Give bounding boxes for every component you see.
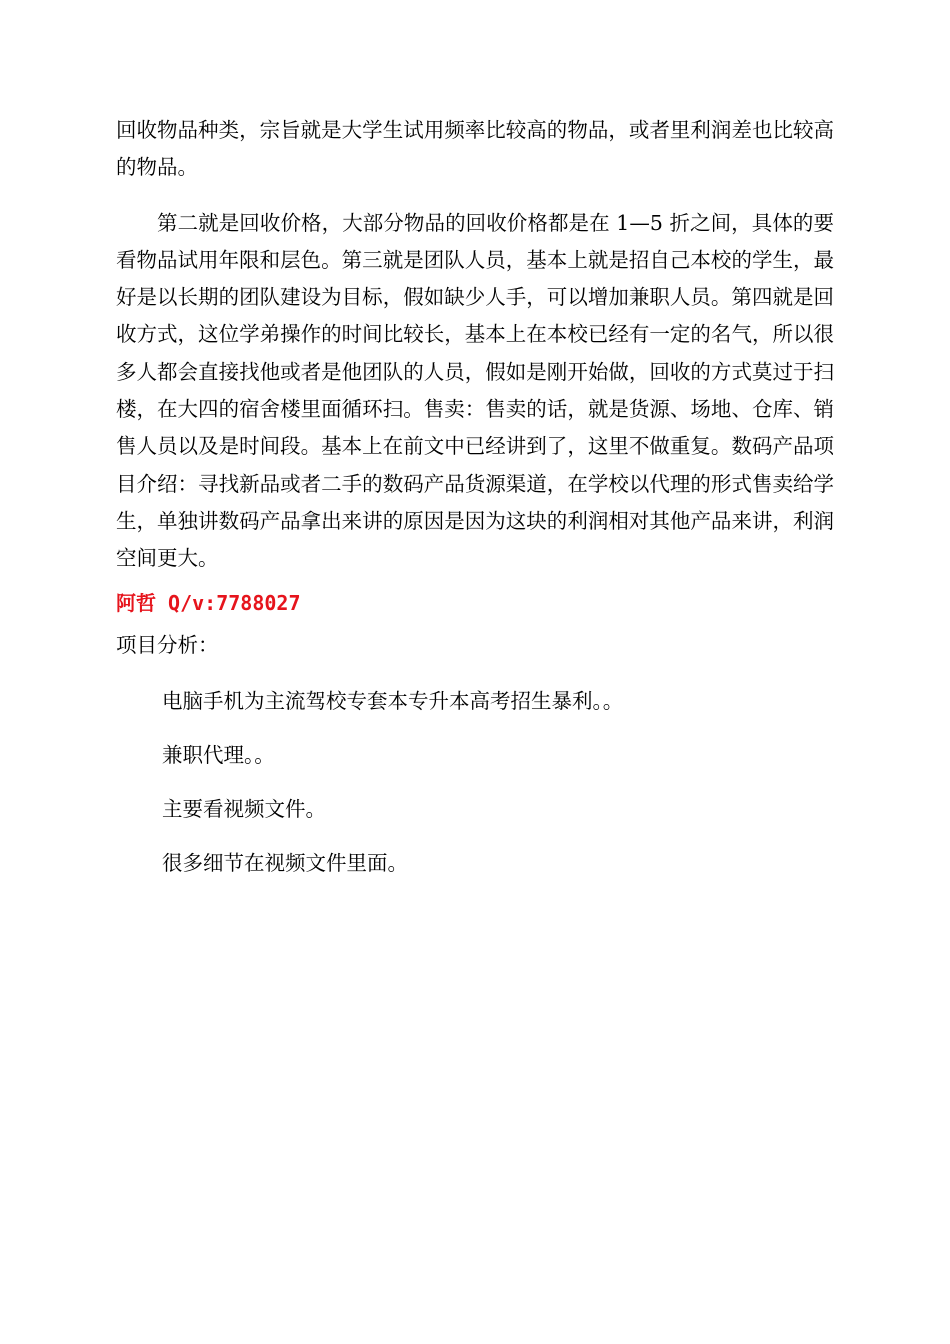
analysis-item: 电脑手机为主流驾校专套本专升本高考招生暴利。。 — [162, 688, 624, 713]
paragraph-recycle-categories: 回收物品种类，宗旨就是大学生试用频率比较高的物品，或者里利润差也比较高的物品。 — [116, 118, 834, 180]
contact-info: 阿哲 Q/v:7788027 — [116, 590, 301, 615]
section-title: 项目分析： — [116, 632, 219, 657]
document-page — [116, 112, 834, 878]
analysis-item: 兼职代理。。 — [162, 742, 275, 767]
analysis-item: 很多细节在视频文件里面。 — [162, 850, 408, 875]
paragraph-recycle-details: 第二就是回收价格，大部分物品的回收价格都是在 1—5 折之间，具体的要看物品试用年限和层色。第三就是团队人员，基本上就是招自己本校的学生，最好是以长期的团队建设为目标，假如缺少人手，可以增加兼职人员。第四就是回收方式，这位学弟操作的时间比较长，基本上在本校已经有一定的名气，所以很多人都会直接找他或者是他团队的人员，假如是刚开始做，回收的方式莫过于扫楼，在大四的宿舍楼里面循环扫。售卖：售卖的话，就是货源、场地、仓库、销售人员以及是时间段。基本上在前文中已经讲到了，这里不做重复。数码产品项目介绍：寻找新品或者二手的数码产品货源渠道，在学校以代理的形式售卖给学生，单独讲数码产品拿出来讲的原因是因为这块的利润相对其他产品来讲，利润空间更大。 — [116, 210, 834, 571]
analysis-item: 主要看视频文件。 — [162, 796, 326, 821]
